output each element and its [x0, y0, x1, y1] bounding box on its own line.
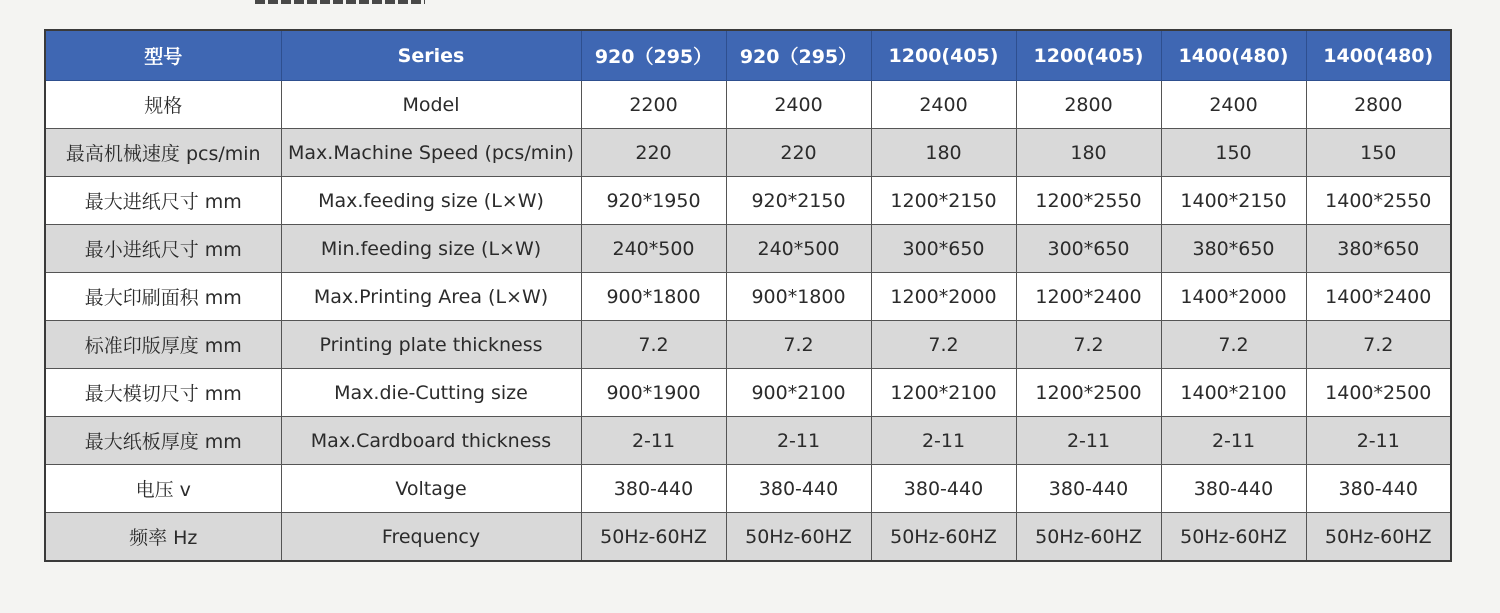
row-label-en: Min.feeding size (L×W) — [281, 225, 581, 273]
table-cell: 380-440 — [1161, 465, 1306, 513]
table-cell: 300*650 — [871, 225, 1016, 273]
table-cell: 900*1800 — [581, 273, 726, 321]
table-cell: 2400 — [1161, 81, 1306, 129]
row-label-cn: 规格 — [45, 81, 281, 129]
row-label-cn: 最大进纸尺寸 mm — [45, 177, 281, 225]
table-cell: 220 — [726, 129, 871, 177]
table-cell: 1400*2100 — [1161, 369, 1306, 417]
row-label-en: Max.Machine Speed (pcs/min) — [281, 129, 581, 177]
table-cell: 1200*2100 — [871, 369, 1016, 417]
table-cell: 1400*2400 — [1306, 273, 1451, 321]
table-row — [45, 513, 1451, 562]
table-cell: 1400*2550 — [1306, 177, 1451, 225]
row-label-en: Max.feeding size (L×W) — [281, 177, 581, 225]
table-cell: 2-11 — [1161, 417, 1306, 465]
header-cell-series: 920（295） — [581, 30, 726, 81]
table-row — [45, 321, 1451, 369]
table-cell: 2400 — [726, 81, 871, 129]
table-cell: 2-11 — [871, 417, 1016, 465]
row-label-en: Model — [281, 81, 581, 129]
table-cell: 900*1900 — [581, 369, 726, 417]
row-label-en: Max.Cardboard thickness — [281, 417, 581, 465]
table-cell: 180 — [1016, 129, 1161, 177]
table-row — [45, 225, 1451, 273]
header-cell-series: 1400(480) — [1306, 30, 1451, 81]
table-cell: 7.2 — [1016, 321, 1161, 369]
table-cell: 150 — [1306, 129, 1451, 177]
spec-table — [44, 29, 1452, 562]
table-cell: 380-440 — [1016, 465, 1161, 513]
header-cell-series: 1200(405) — [871, 30, 1016, 81]
header-cell-en: Series — [281, 30, 581, 81]
table-cell: 180 — [871, 129, 1016, 177]
table-cell: 2400 — [871, 81, 1016, 129]
table-cell: 1200*2000 — [871, 273, 1016, 321]
row-label-cn: 最大纸板厚度 mm — [45, 417, 281, 465]
row-label-en: Max.Printing Area (L×W) — [281, 273, 581, 321]
table-cell: 900*1800 — [726, 273, 871, 321]
table-cell: 50Hz-60HZ — [581, 513, 726, 562]
table-header-row — [45, 30, 1451, 81]
table-cell: 2800 — [1016, 81, 1161, 129]
table-cell: 300*650 — [1016, 225, 1161, 273]
table-cell: 2-11 — [1016, 417, 1161, 465]
row-label-cn: 最小进纸尺寸 mm — [45, 225, 281, 273]
table-cell: 240*500 — [581, 225, 726, 273]
table-cell: 7.2 — [871, 321, 1016, 369]
table-cell: 900*2100 — [726, 369, 871, 417]
table-cell: 7.2 — [1161, 321, 1306, 369]
table-cell: 50Hz-60HZ — [726, 513, 871, 562]
row-label-cn: 频率 Hz — [45, 513, 281, 562]
table-cell: 50Hz-60HZ — [1161, 513, 1306, 562]
table-cell: 1200*2550 — [1016, 177, 1161, 225]
table-row — [45, 177, 1451, 225]
table-cell: 240*500 — [726, 225, 871, 273]
header-cell-series: 1200(405) — [1016, 30, 1161, 81]
table-row — [45, 129, 1451, 177]
table-row — [45, 465, 1451, 513]
header-cell-cn: 型号 — [45, 30, 281, 81]
table-cell: 7.2 — [726, 321, 871, 369]
table-cell: 2-11 — [581, 417, 726, 465]
table-cell: 2200 — [581, 81, 726, 129]
row-label-en: Max.die-Cutting size — [281, 369, 581, 417]
table-cell: 380*650 — [1161, 225, 1306, 273]
row-label-cn: 标准印版厚度 mm — [45, 321, 281, 369]
table-cell: 2-11 — [726, 417, 871, 465]
table-row — [45, 81, 1451, 129]
table-cell: 50Hz-60HZ — [871, 513, 1016, 562]
table-cell: 50Hz-60HZ — [1016, 513, 1161, 562]
table-cell: 380-440 — [726, 465, 871, 513]
row-label-en: Voltage — [281, 465, 581, 513]
table-cell: 1400*2150 — [1161, 177, 1306, 225]
table-cell: 1400*2000 — [1161, 273, 1306, 321]
table-cell: 380-440 — [871, 465, 1016, 513]
table-cell: 1200*2500 — [1016, 369, 1161, 417]
table-cell: 920*1950 — [581, 177, 726, 225]
header-cell-series: 920（295） — [726, 30, 871, 81]
row-label-cn: 电压 v — [45, 465, 281, 513]
table-cell: 7.2 — [1306, 321, 1451, 369]
table-cell: 380*650 — [1306, 225, 1451, 273]
table-cell: 220 — [581, 129, 726, 177]
header-cell-series: 1400(480) — [1161, 30, 1306, 81]
table-row — [45, 369, 1451, 417]
table-row — [45, 273, 1451, 321]
table-cell: 2800 — [1306, 81, 1451, 129]
cropped-heading-fragment — [255, 0, 425, 4]
row-label-en: Frequency — [281, 513, 581, 562]
row-label-en: Printing plate thickness — [281, 321, 581, 369]
row-label-cn: 最大印刷面积 mm — [45, 273, 281, 321]
table-cell: 380-440 — [581, 465, 726, 513]
row-label-cn: 最高机械速度 pcs/min — [45, 129, 281, 177]
table-cell: 920*2150 — [726, 177, 871, 225]
table-cell: 7.2 — [581, 321, 726, 369]
table-cell: 150 — [1161, 129, 1306, 177]
table-cell: 50Hz-60HZ — [1306, 513, 1451, 562]
table-cell: 2-11 — [1306, 417, 1451, 465]
table-cell: 1400*2500 — [1306, 369, 1451, 417]
table-row — [45, 417, 1451, 465]
table-cell: 1200*2400 — [1016, 273, 1161, 321]
table-cell: 380-440 — [1306, 465, 1451, 513]
table-cell: 1200*2150 — [871, 177, 1016, 225]
row-label-cn: 最大模切尺寸 mm — [45, 369, 281, 417]
